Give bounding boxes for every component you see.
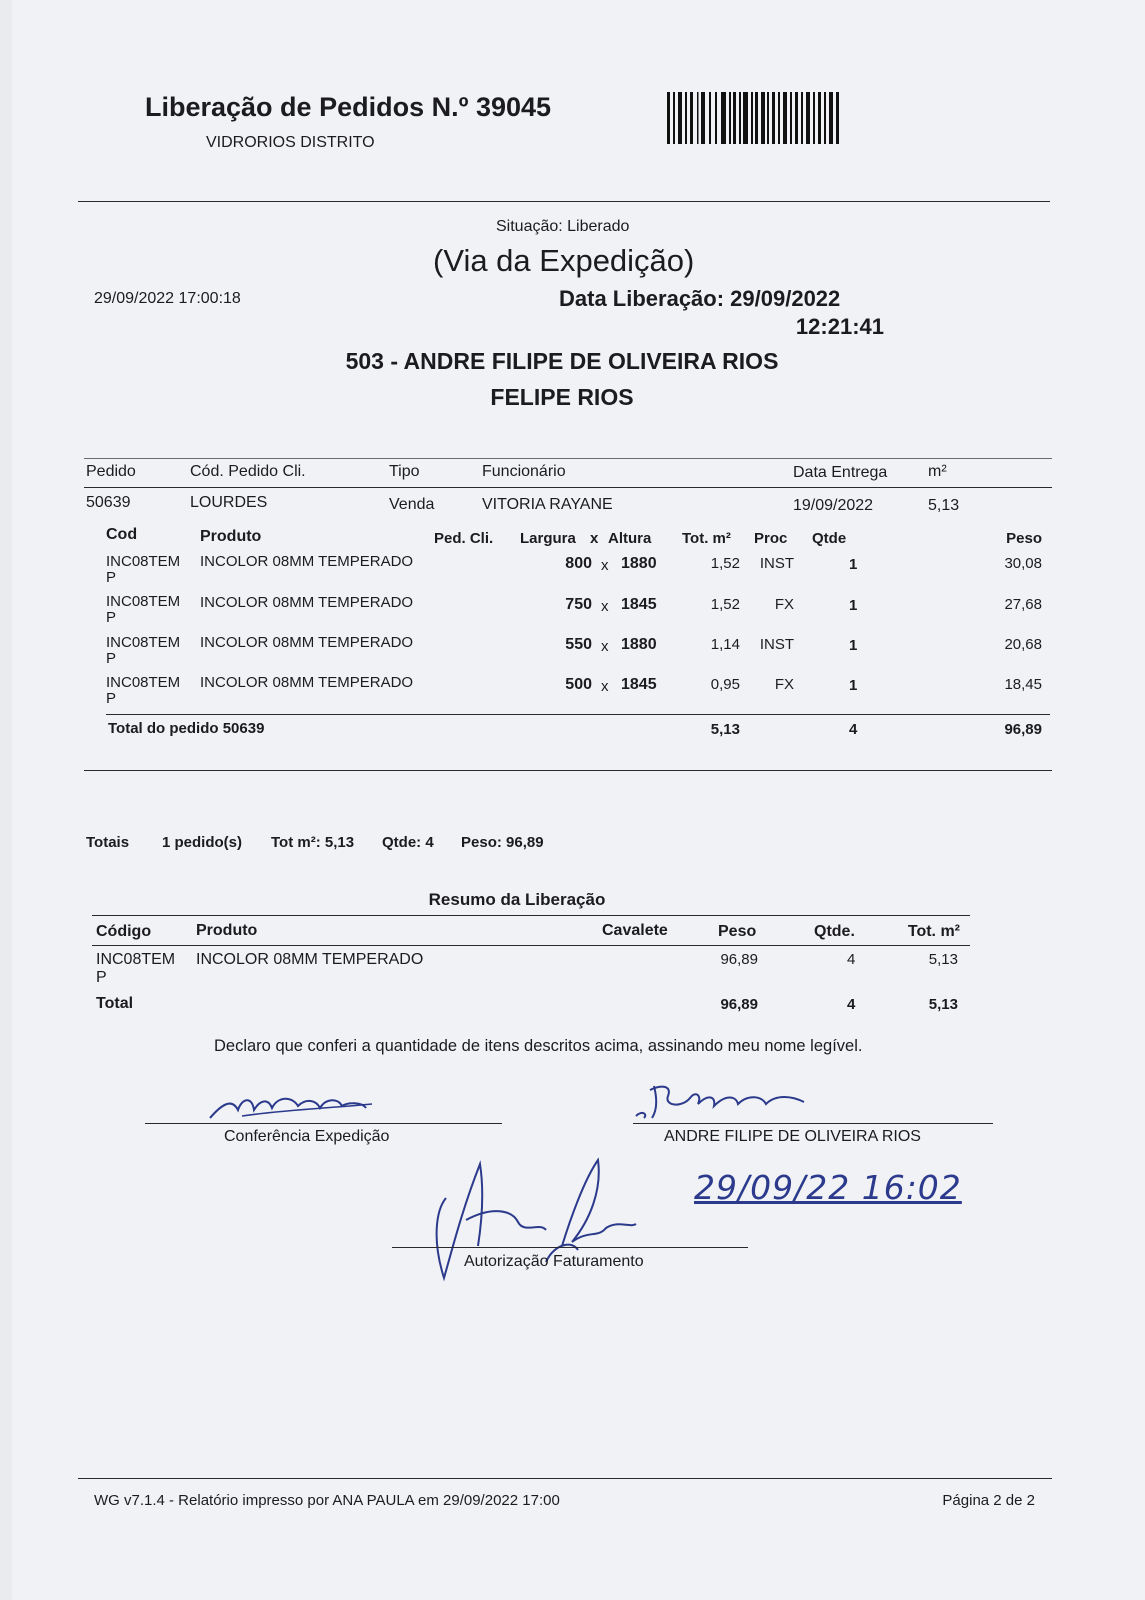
document-title: Liberação de Pedidos N.º 39045 <box>145 92 552 122</box>
client-alias: FELIPE RIOS <box>490 384 634 410</box>
autorizacao-label: Autorização Faturamento <box>464 1253 644 1270</box>
resumo-col-codigo: Código <box>96 923 152 940</box>
situacao-label: Situação: Liberado <box>496 218 630 235</box>
order-cod: LOURDES <box>190 494 268 511</box>
totais-m2: Tot m²: 5,13 <box>271 834 355 851</box>
resumo-title: Resumo da Liberação <box>428 890 606 909</box>
item-cod: INC08TEM <box>106 593 181 610</box>
item-tot-m2: 1,52 <box>710 596 740 613</box>
resumo-col-tot-m2: Tot. m² <box>907 923 960 940</box>
resumo-total-tot-m2: 5,13 <box>928 996 958 1013</box>
item-cod-cont: P <box>106 650 117 667</box>
resumo-col-qtde: Qtde. <box>814 923 855 940</box>
totais-pedidos: 1 pedido(s) <box>162 834 243 851</box>
header-divider <box>78 201 1050 202</box>
resumo-col-cavalete: Cavalete <box>602 922 668 939</box>
totais-peso: Peso: 96,89 <box>461 834 544 851</box>
item-x: x <box>601 598 609 615</box>
item-tot-m2: 0,95 <box>710 676 740 693</box>
data-liberacao: Data Liberação: 29/09/2022 <box>559 286 841 311</box>
item-produto: INCOLOR 08MM TEMPERADO <box>200 634 414 651</box>
client-signature-label: ANDRE FILIPE DE OLIVEIRA RIOS <box>664 1128 921 1145</box>
resumo-top-line <box>92 915 970 916</box>
barcode-icon <box>667 92 839 144</box>
resumo-codigo: INC08TEM <box>96 951 176 968</box>
col-pedido: Pedido <box>86 463 136 480</box>
item-peso: 18,45 <box>1004 676 1042 693</box>
items-col-produto: Produto <box>200 528 262 545</box>
item-cod: INC08TEM <box>106 553 181 570</box>
item-qtde: 1 <box>849 597 858 614</box>
col-data-entrega: Data Entrega <box>793 464 888 481</box>
item-altura: 1880 <box>621 636 657 653</box>
items-col-altura: Altura <box>608 530 652 547</box>
resumo-col-peso: Peso <box>718 923 757 940</box>
item-altura: 1845 <box>621 596 657 613</box>
client-signature-line <box>633 1123 993 1124</box>
item-altura: 1845 <box>621 676 657 693</box>
items-col-proc: Proc <box>754 530 788 547</box>
declaration-text: Declaro que conferi a quantidade de itens descritos acima, assinando meu nome legível. <box>214 1037 863 1055</box>
item-x: x <box>601 638 609 655</box>
item-cod: INC08TEM <box>106 634 181 651</box>
item-proc: INST <box>759 636 794 653</box>
resumo-codigo-cont: P <box>96 969 107 986</box>
item-x: x <box>601 678 609 695</box>
footer-divider <box>78 1478 1052 1479</box>
item-produto: INCOLOR 08MM TEMPERADO <box>200 553 414 570</box>
conferencia-signature-line <box>145 1123 502 1124</box>
client-signature-icon <box>632 1076 832 1122</box>
item-tot-m2: 1,52 <box>710 555 740 572</box>
item-qtde: 1 <box>849 556 858 573</box>
items-col-largura: Largura <box>520 530 576 547</box>
col-cod-pedido: Cód. Pedido Cli. <box>190 463 306 480</box>
col-m2: m² <box>928 463 947 480</box>
resumo-total-peso: 96,89 <box>720 996 758 1013</box>
conferencia-label: Conferência Expedição <box>224 1128 390 1145</box>
resumo-header-line <box>92 945 970 946</box>
client-name: 503 - ANDRE FILIPE DE OLIVEIRA RIOS <box>345 348 779 374</box>
order-table-top-line <box>84 458 1052 459</box>
item-altura: 1880 <box>621 555 657 572</box>
order-total-m2: 5,13 <box>710 721 740 738</box>
item-produto: INCOLOR 08MM TEMPERADO <box>200 674 414 691</box>
item-tot-m2: 1,14 <box>710 636 740 653</box>
resumo-produto: INCOLOR 08MM TEMPERADO <box>196 951 424 968</box>
col-funcionario: Funcionário <box>482 463 566 480</box>
item-x: x <box>601 557 609 574</box>
item-largura: 500 <box>565 676 592 693</box>
item-cod: INC08TEM <box>106 674 181 691</box>
order-table-header-line <box>84 487 1052 488</box>
item-largura: 750 <box>565 596 592 613</box>
via-label: (Via da Expedição) <box>433 243 695 278</box>
totais-qtde: Qtde: 4 <box>382 834 434 851</box>
item-peso: 27,68 <box>1004 596 1042 613</box>
order-tipo: Venda <box>389 496 435 513</box>
order-m2: 5,13 <box>928 497 960 514</box>
items-col-x: x <box>590 530 599 547</box>
item-proc: INST <box>759 555 794 572</box>
data-liberacao-time: 12:21:41 <box>795 314 884 339</box>
autorizacao-signature-line <box>392 1247 748 1248</box>
items-col-qtde: Qtde <box>812 530 847 547</box>
col-tipo: Tipo <box>389 463 420 480</box>
items-col-tot-m2: Tot. m² <box>682 530 731 547</box>
item-cod-cont: P <box>106 569 117 586</box>
order-data-entrega: 19/09/2022 <box>793 497 874 514</box>
document-page <box>12 0 1145 1600</box>
order-total-qtde: 4 <box>849 721 858 738</box>
order-funcionario: VITORIA RAYANE <box>482 496 613 513</box>
footer-report-info: WG v7.1.4 - Relatório impresso por ANA PAULA em 29/09/2022 17:00 <box>94 1492 560 1509</box>
item-largura: 550 <box>565 636 592 653</box>
item-proc: FX <box>774 596 794 613</box>
resumo-total-qtde: 4 <box>847 996 856 1013</box>
totais-label: Totais <box>86 834 130 851</box>
items-col-cod: Cod <box>106 526 138 543</box>
footer-page-number: Página 2 de 2 <box>942 1492 1035 1509</box>
item-cod-cont: P <box>106 609 117 626</box>
handwritten-date: 29/09/22 16:02 <box>694 1168 962 1207</box>
printed-timestamp: 29/09/2022 17:00:18 <box>94 290 241 307</box>
items-col-ped-cli: Ped. Cli. <box>434 530 494 547</box>
item-qtde: 1 <box>849 637 858 654</box>
item-qtde: 1 <box>849 677 858 694</box>
resumo-total-label: Total <box>96 995 134 1012</box>
item-produto: INCOLOR 08MM TEMPERADO <box>200 594 414 611</box>
order-total-label: Total do pedido 50639 <box>108 720 265 737</box>
item-largura: 800 <box>565 555 592 572</box>
order-pedido: 50639 <box>86 494 131 511</box>
order-section-bottom-line <box>84 770 1052 771</box>
items-col-peso: Peso <box>1006 530 1042 547</box>
resumo-tot-m2: 5,13 <box>928 951 958 968</box>
resumo-qtde: 4 <box>847 951 856 968</box>
order-total-peso: 96,89 <box>1004 721 1042 738</box>
items-total-line <box>106 714 1050 715</box>
resumo-col-produto: Produto <box>196 922 258 939</box>
item-peso: 30,08 <box>1004 555 1042 572</box>
company-name: VIDRORIOS DISTRITO <box>206 134 375 151</box>
item-cod-cont: P <box>106 690 117 707</box>
resumo-peso: 96,89 <box>720 951 758 968</box>
conferencia-signature-icon <box>202 1090 382 1122</box>
item-peso: 20,68 <box>1004 636 1042 653</box>
item-proc: FX <box>774 676 794 693</box>
